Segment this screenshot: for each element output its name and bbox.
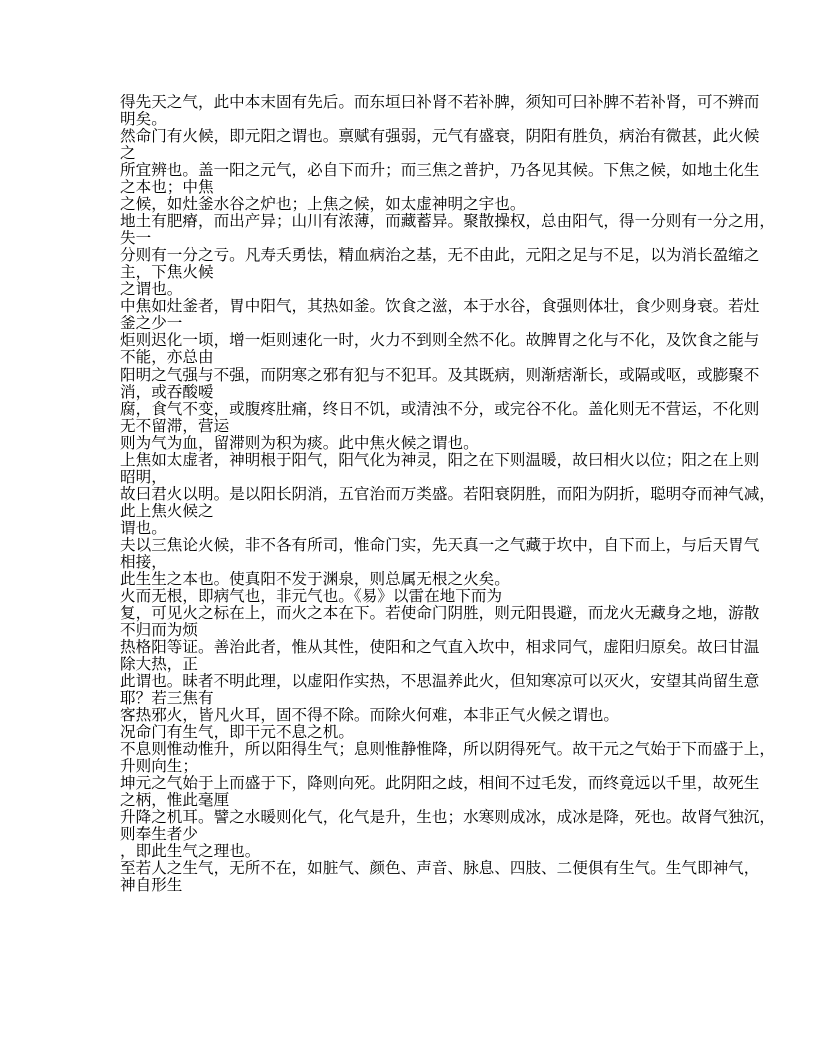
text-line: 不能，亦总由 [120, 348, 214, 367]
text-line [120, 894, 704, 911]
text-line: 之候，如灶釜水谷之炉也；上焦之候，如太虚神明之宇也。 [120, 195, 526, 214]
text-line: 明矣。 [120, 110, 167, 129]
text-line: 之谓也。 [120, 280, 183, 299]
text-line: 复，可见火之标在上，而火之本在下。若使命门阴胜，则元阳畏避，而龙火无藏身之地，游散 [120, 603, 760, 622]
text-line: 炬则迟化一顷，增一炬则速化一时，火力不到则全然不化。故脾胃之化与不化，及饮食之能与 [120, 331, 760, 350]
text-line [120, 912, 704, 929]
text-line: 主，下焦火候 [120, 263, 214, 282]
text-line: 此谓也。昧者不明此理，以虚阳作实热，不思温养此火，但知寒凉可以灭火，安望其尚留生意 [120, 672, 760, 691]
text-line: 不息则惟动惟升，所以阳得生气；息则惟静惟降，所以阴得死气。故干元之气始于下而盛于上， [120, 740, 775, 759]
text-line [120, 929, 704, 946]
text-line: 升则向生； [120, 757, 198, 776]
text-line: 分则有一分之亏。凡寿夭勇怯，精血病治之基，无不由此，元阳之足与不足，以为消长盈缩之 [120, 246, 760, 265]
text-line: 况命门有生气，即干元不息之机。 [120, 723, 354, 742]
text-line: 之 [120, 144, 136, 163]
text-line: 消，或吞酸嗳 [120, 382, 214, 401]
text-line: 之本也；中焦 [120, 178, 214, 197]
text-line: 相接， [120, 552, 167, 571]
text-line: 阳明之气强与不强，而阴寒之邪有犯与不犯耳。及其既病，则渐痞渐长，或隔或呕，或膨聚不 [120, 365, 760, 384]
text-line: 此上焦火候之 [120, 501, 214, 520]
text-line: 中焦如灶釜者，胃中阳气，其热如釜。饮食之滋，本于水谷，食强则体壮，食少则身衰。若灶 [120, 297, 760, 316]
text-line: 至若人之生气，无所不在，如脏气、颜色、声音、脉息、四肢、二便俱有生气。生气即神气， [120, 859, 760, 878]
text-line: 耶？若三焦有 [120, 689, 214, 708]
text-line: 坤元之气始于上而盛于下，降则向死。此阴阳之歧，相间不过毛发，而终竟远以千里，故死生 [120, 774, 760, 793]
text-line: 所宜辨也。盖一阳之元气，必自下而升；而三焦之普护，乃各见其候。下焦之候，如地土化生 [120, 161, 760, 180]
text-line: 釜之少一 [120, 314, 183, 333]
text-line: 火而无根，即病气也，非元气也。《易》以雷在地下而为 [120, 586, 503, 605]
text-line: 失一 [120, 229, 152, 248]
text-line: 之柄，惟此毫厘 [120, 791, 230, 810]
text-line: 然命门有火候，即元阳之谓也。禀赋有强弱，元气有盛衰，阴阳有胜负，病治有微甚，此火候 [120, 127, 760, 146]
text-line: 故曰君火以明。是以阳长阴消，五官治而万类盛。若阳衰阴胜，而阳为阴折，聪明夺而神气减， [120, 484, 775, 503]
text-line: 除大热，正 [120, 655, 198, 674]
text-line: 地土有肥瘠，而出产异；山川有浓薄，而藏蓄异。聚散操权，总由阳气，得一分则有一分之用， [120, 212, 775, 231]
text-line: 无不留滞，营运 [120, 416, 230, 435]
text-line: 客热邪火，皆凡火耳，固不得不除。而除火何难，本非正气火候之谓也。 [120, 706, 620, 725]
text-line: 上焦如太虚者，神明根于阳气，阳气化为神灵，阳之在下则温暖，故曰相火以位；阳之在上则 [120, 450, 760, 469]
text-line: 谓也。 [120, 518, 167, 537]
text-line: 则奉生者少 [120, 825, 198, 844]
text-line: 此生生之本也。使真阳不发于渊泉，则总属无根之火矣。 [120, 569, 510, 588]
text-line: 得先天之气，此中本末固有先后。而东垣曰补肾不若补脾，须知可曰补脾不若补肾，可不辨而 [120, 93, 760, 111]
text-line: 则为气为血，留滞则为积为痰。此中焦火候之谓也。 [120, 433, 479, 452]
text-line: 腐，食气不变，或腹疼肚痛，终日不饥，或清浊不分，或完谷不化。盖化则无不营运，不化则 [120, 399, 760, 418]
text-line: 不归而为烦 [120, 620, 198, 639]
text-line: 神自形生 [120, 876, 183, 895]
text-line: 升降之机耳。譬之水暖则化气，化气是升，生也；水寒则成冰，成冰是降，死也。故肾气独沉， [120, 808, 775, 827]
text-line: 昭明， [120, 467, 167, 486]
text-line: 热格阳等证。善治此者，惟从其性，使阳和之气直入坎中，相求同气，虚阳归原矣。故曰甘温 [120, 638, 760, 656]
text-line: 夫以三焦论火候，非不各有所司，惟命门实，先天真一之气藏于坎中，自下而上，与后天胃气 [120, 535, 760, 554]
text-line: ，即此生气之理也。 [120, 842, 261, 861]
document-page [120, 93, 775, 946]
